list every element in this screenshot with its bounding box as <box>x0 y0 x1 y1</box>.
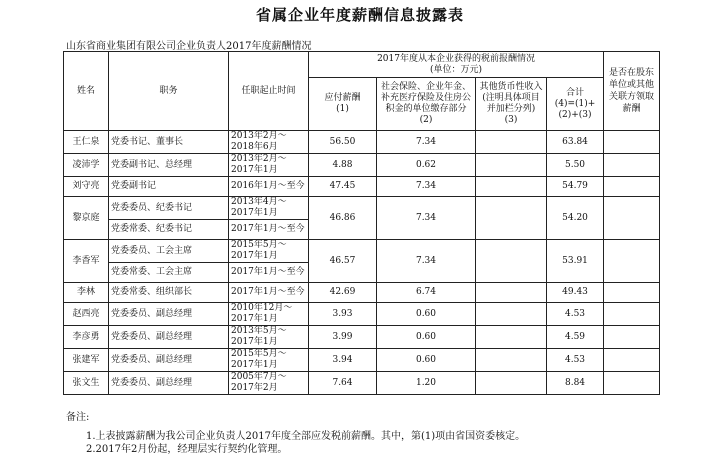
cell-total: 54.20 <box>547 197 604 240</box>
cell-total: 49.43 <box>547 283 604 303</box>
cell-position: 党委委员、副总经理 <box>109 303 229 326</box>
table-row <box>64 283 660 303</box>
cell-term: 2013年4月～2017年1月 <box>229 197 309 220</box>
cell-name: 李林 <box>64 283 109 303</box>
cell-other-income <box>476 154 547 177</box>
notes <box>66 411 525 456</box>
cell-insurance: 7.34 <box>377 177 476 197</box>
cell-name: 张文生 <box>64 372 109 395</box>
cell-name: 赵西亮 <box>64 303 109 326</box>
cell-position: 党委副书记 <box>109 177 229 197</box>
cell-position: 党委委员、工会主席 <box>109 240 229 263</box>
cell-term: 2005年7月～2017年2月 <box>229 372 309 395</box>
cell-name: 张建军 <box>64 349 109 372</box>
cell-insurance: 0.62 <box>377 154 476 177</box>
cell-term: 2010年12月～2017年1月 <box>229 303 309 326</box>
header-col2-label: 社会保险、企业年金、补充医疗保险及住房公积金的单位缴存部分 <box>380 82 471 114</box>
cell-other-pay <box>604 372 660 395</box>
header-col3-label: 其他货币性收入(注明具体项目并加栏分列) <box>479 82 543 114</box>
header-col1 <box>309 78 377 131</box>
header-total <box>547 78 604 131</box>
header-name: 姓名 <box>64 52 109 131</box>
cell-term: 2015年5月～2017年1月 <box>229 240 309 263</box>
cell-total: 54.79 <box>547 177 604 197</box>
note-item: 2.2017年2月份起，经理层实行契约化管理。 <box>86 444 288 455</box>
cell-term: 2016年1月～至今 <box>229 177 309 197</box>
table-row <box>64 177 660 197</box>
cell-pay: 4.88 <box>309 154 377 177</box>
header-col2 <box>377 78 476 131</box>
cell-other-income <box>476 372 547 395</box>
header-col1-label: 应付薪酬 <box>324 93 361 103</box>
cell-insurance: 7.34 <box>377 131 476 154</box>
cell-insurance: 6.74 <box>377 283 476 303</box>
header-position: 职务 <box>109 52 229 131</box>
cell-name: 王仁泉 <box>64 131 109 154</box>
cell-name: 刘守亮 <box>64 177 109 197</box>
cell-total: 4.59 <box>547 326 604 349</box>
cell-other-income <box>476 303 547 326</box>
header-term: 任职起止时间 <box>229 52 309 131</box>
cell-position: 党委委员、纪委书记 <box>109 197 229 220</box>
note-item: 1.上表披露薪酬为我公司企业负责人2017年度全部应发税前薪酬。其中，第(1)项由省国资委核定。 <box>86 431 526 442</box>
cell-other-income <box>476 240 547 283</box>
cell-term: 2015年5月～2017年1月 <box>229 349 309 372</box>
cell-other-pay <box>604 240 660 283</box>
cell-name: 凌沛学 <box>64 154 109 177</box>
cell-position: 党委常委、工会主席 <box>109 263 229 283</box>
cell-term: 2017年1月～至今 <box>229 283 309 303</box>
cell-other-pay <box>604 177 660 197</box>
cell-insurance: 0.60 <box>377 303 476 326</box>
cell-other-pay <box>604 131 660 154</box>
cell-insurance: 0.60 <box>377 349 476 372</box>
cell-total: 8.84 <box>547 372 604 395</box>
cell-other-income <box>476 349 547 372</box>
header-group-title: 2017年度从本企业获得的税前报酬情况 <box>377 53 535 64</box>
table-row <box>64 131 660 154</box>
cell-other-pay <box>604 303 660 326</box>
table-subtitle: 山东省商业集团有限公司企业负责人2017年度薪酬情况 <box>66 41 312 52</box>
header-total-label: 合计 <box>566 87 585 98</box>
header-col2-index: (2) <box>419 115 433 125</box>
cell-term: 2017年1月～至今 <box>229 220 309 240</box>
table-row <box>64 372 660 395</box>
header-total-formula: (4)=(1)+(2)+(3) <box>554 98 596 120</box>
cell-pay: 3.99 <box>309 326 377 349</box>
cell-other-pay <box>604 197 660 240</box>
cell-position: 党委常委、组织部长 <box>109 283 229 303</box>
cell-name: 李香军 <box>64 240 109 283</box>
cell-total: 4.53 <box>547 303 604 326</box>
cell-term: 2017年1月～至今 <box>229 263 309 283</box>
header-col1-index: (1) <box>336 104 349 114</box>
cell-position: 党委书记、董事长 <box>109 131 229 154</box>
cell-insurance: 0.60 <box>377 326 476 349</box>
header-group <box>309 52 604 78</box>
cell-insurance: 1.20 <box>377 372 476 395</box>
cell-other-pay <box>604 326 660 349</box>
cell-pay: 3.94 <box>309 349 377 372</box>
notes-label: 备注: <box>66 412 90 423</box>
cell-pay: 7.64 <box>309 372 377 395</box>
table-row <box>64 240 660 263</box>
cell-pay: 3.93 <box>309 303 377 326</box>
cell-position: 党委副书记、总经理 <box>109 154 229 177</box>
header-other-pay: 是否在股东单位或其他关联方领取薪酬 <box>604 52 660 131</box>
cell-insurance: 7.34 <box>377 197 476 240</box>
cell-term: 2013年5月～2017年1月 <box>229 326 309 349</box>
table-body <box>64 131 660 395</box>
cell-total: 63.84 <box>547 131 604 154</box>
cell-total: 4.53 <box>547 349 604 372</box>
cell-insurance: 7.34 <box>377 240 476 283</box>
table-row <box>64 349 660 372</box>
cell-pay: 46.57 <box>309 240 377 283</box>
cell-total: 53.91 <box>547 240 604 283</box>
page-title: 省属企业年度薪酬信息披露表 <box>255 6 464 24</box>
cell-total: 5.50 <box>547 154 604 177</box>
cell-pay: 46.86 <box>309 197 377 240</box>
cell-name: 李彦勇 <box>64 326 109 349</box>
cell-other-income <box>476 326 547 349</box>
header-group-unit: (单位：万元) <box>430 64 483 75</box>
header-col3 <box>476 78 547 131</box>
cell-pay: 56.50 <box>309 131 377 154</box>
cell-term: 2013年2月～2017年1月 <box>229 154 309 177</box>
cell-other-income <box>476 177 547 197</box>
table-row <box>64 154 660 177</box>
cell-position: 党委委员、副总经理 <box>109 349 229 372</box>
cell-other-pay <box>604 154 660 177</box>
cell-term: 2013年2月～2018年6月 <box>229 131 309 154</box>
cell-position: 党委常委、纪委书记 <box>109 220 229 240</box>
salary-table <box>63 51 660 395</box>
cell-other-pay <box>604 349 660 372</box>
cell-pay: 47.45 <box>309 177 377 197</box>
cell-position: 党委委员、副总经理 <box>109 326 229 349</box>
cell-name: 黎京庭 <box>64 197 109 240</box>
cell-other-pay <box>604 283 660 303</box>
table-row <box>64 197 660 220</box>
cell-pay: 42.69 <box>309 283 377 303</box>
header-col3-index: (3) <box>504 115 518 125</box>
cell-other-income <box>476 131 547 154</box>
cell-position: 党委委员、副总经理 <box>109 372 229 395</box>
cell-other-income <box>476 197 547 240</box>
cell-other-income <box>476 283 547 303</box>
table-row <box>64 326 660 349</box>
table-row <box>64 303 660 326</box>
